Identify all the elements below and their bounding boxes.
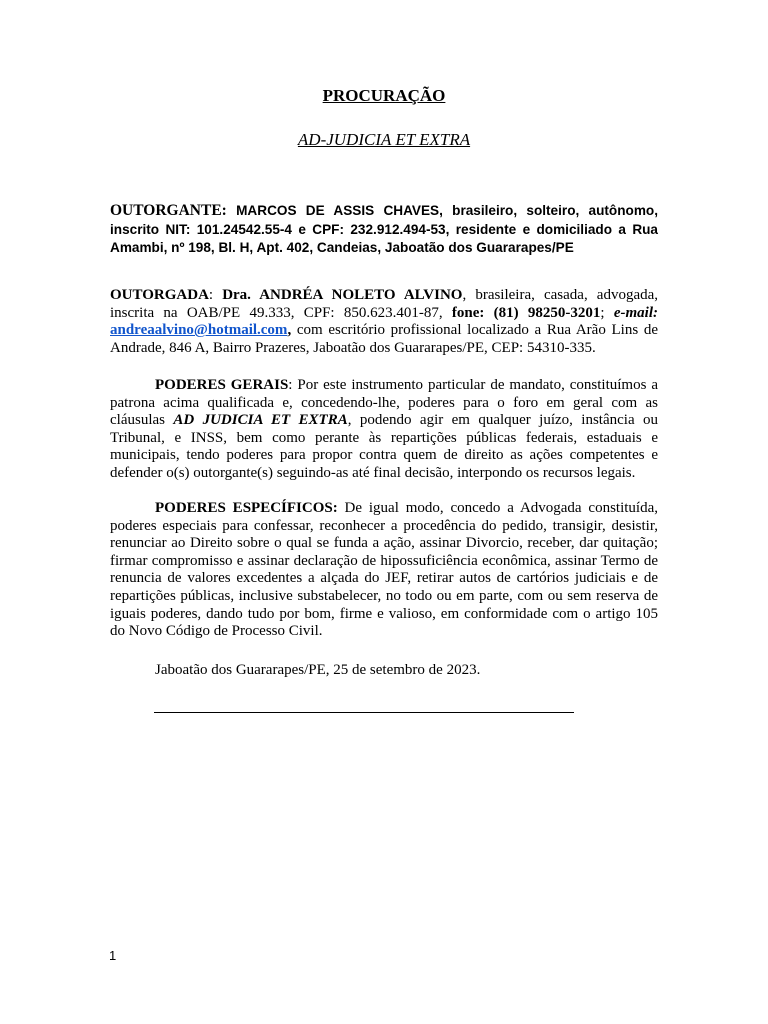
page-number: 1 [109, 948, 117, 963]
outorgada-colon: : [208, 287, 223, 303]
place-date: Jaboatão dos Guararapes/PE, 25 de setembro de 2023. [155, 662, 481, 678]
outorgada-text1: , brasileira, casada, advogada, inscrita na OAB/PE 49.333, CPF: 850.623.401-87, [110, 287, 659, 321]
outorgada-separator: ; [600, 304, 614, 321]
poderes-gerais-clause: AD JUDICIA ET EXTRA [173, 412, 348, 429]
email-label: e-mail: [613, 304, 658, 321]
outorgante-label: OUTORGANTE: [110, 202, 227, 219]
poderes-especificos-paragraph [110, 500, 658, 641]
signature-line [154, 712, 574, 713]
poderes-especificos-label: PODERES ESPECÍFICOS: [155, 500, 338, 516]
poderes-gerais-paragraph [110, 377, 658, 483]
document-subtitle: AD-JUDICIA ET EXTRA [297, 130, 471, 149]
outorgada-text2: com escritório profissional localizado a Rua Arão Lins de Andrade, 846 A, Bairro Prazeres, Jaboatão dos Guararapes/PE, CEP: 54310-335. [110, 322, 658, 356]
outorgada-phone: fone: (81) 98250-3201 [451, 304, 601, 321]
email-link[interactable]: andreaalvino@hotmail.com [110, 322, 288, 339]
outorgante-text: MARCOS DE ASSIS CHAVES, brasileiro, solteiro, autônomo, inscrito NIT: 101.24542.55-4 e CPF: 232.912.494-53, residente e domiciliado a Rua Amambi, nº 198, Bl. H, Apt. 402, Candeias, Jaboatão dos Guararapes/PE [110, 203, 658, 256]
poderes-especificos-text: De igual modo, concedo a Advogada constituída, poderes especiais para confessar, reconhecer a procedência do pedido, transigir, desistir, renunciar ao Direito sobre o qual se funda a ação, assinar Divorcio, receber, dar quitação; firmar compromisso e assinar declaração de hipossuficiência econômica, assinar Termo de renuncia de valores excedentes a alçada do JEF, retirar autos de cartórios judiciais e de repartições públicas, inclusive substabelecer, no todo ou em parte, com ou sem reserva de iguais poderes, dando tudo por bom, firme e valioso, em conformidade com o artigo 105 do Novo Código de Processo Civil. [110, 500, 658, 640]
outorgada-paragraph [110, 287, 658, 357]
poderes-gerais-label: PODERES GERAIS [155, 377, 289, 393]
outorgante-paragraph [110, 202, 658, 258]
outorgada-label: OUTORGADA [110, 287, 209, 303]
email-comma: , [287, 322, 292, 339]
poderes-gerais-text2: , podendo agir em qualquer juízo, instância ou Tribunal, e INSS, bem como perante às repartições públicas federais, estaduais e municipais, tendo poderes para propor contra quem de direito as ações competentes e defender o(s) outorgante(s) seguindo-as até final decisão, interpondo os recursos legais. [110, 412, 658, 481]
outorgada-name: Dra. ANDRÉA NOLETO ALVINO [222, 287, 463, 303]
document-title: PROCURAÇÃO [322, 86, 446, 105]
poderes-gerais-text1: : Por este instrumento particular de mandato, constituímos a patrona acima qualificada e, concedendo-lhe, poderes para o foro em geral com as cláusulas [110, 377, 658, 429]
